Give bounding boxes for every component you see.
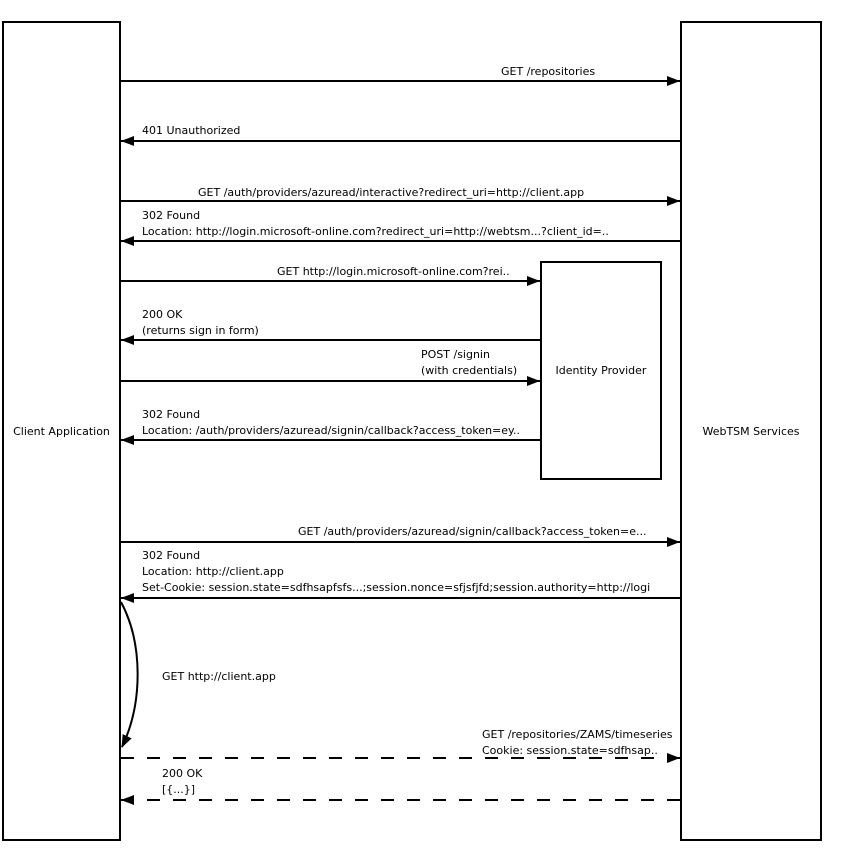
participant-webtsm-label: WebTSM Services [702,424,800,438]
label-get-callback-token: GET /auth/providers/azuread/signin/callback?access_token=e... [298,525,647,538]
arrowhead-left-icon [121,236,134,246]
label-302-login-redirect [142,208,609,240]
label-get-repositories: GET /repositories [501,65,596,78]
message-label-line: 200 OK [162,767,203,780]
label-get-client-app: GET http://client.app [162,670,276,683]
label-get-timeseries [482,727,672,759]
label-200-json [162,766,202,798]
arrow-302-setcookie [121,597,680,599]
participant-identity-provider [540,261,662,480]
arrowhead-right-icon [527,376,540,386]
arrow-post-signin [121,380,540,382]
message-label-line: 302 Found [142,209,201,222]
message-label-line: Set-Cookie: session.state=sdfhsapfsfs...;session.nonce=sfjsfjfd;session.authority=http://logi [142,581,651,594]
message-label-line: Location: /auth/providers/azuread/signin/callback?access_token=ey.. [142,424,520,437]
arrowhead-left-icon [121,435,134,445]
message-label-line: (returns sign in form) [142,324,259,337]
message-label-line: Location: http://login.microsoft-online.com?redirect_uri=http://webtsm...?client_id=.. [142,225,609,238]
arrow-get-repositories [121,80,680,82]
label-302-callback-token [142,407,520,439]
arrow-get-callback-token [121,541,680,543]
label-200-signin-form [142,307,259,339]
arrowhead-left-icon [121,136,134,146]
arrow-get-login-page [121,280,540,282]
message-label-line: Cookie: session.state=sdfhsap.. [482,744,658,757]
label-302-setcookie [142,548,650,596]
message-label-line: POST /signin [421,348,490,361]
label-post-signin [421,347,517,379]
participant-client-application [2,21,121,841]
label-get-interactive: GET /auth/providers/azuread/interactive?redirect_uri=http://client.app [198,186,585,199]
participant-webtsm-services [680,21,822,841]
message-label-line: 302 Found [142,549,201,562]
self-message-curve [116,595,150,760]
message-label-line: Location: http://client.app [142,565,284,578]
arrow-302-login-redirect [121,240,680,242]
arrowhead-right-icon [667,196,680,206]
arrowhead-right-icon [527,276,540,286]
arrowhead-right-icon [667,76,680,86]
message-label-line: [{...}] [162,783,196,796]
arrow-200-signin-form [121,339,540,341]
participant-idp-label: Identity Provider [555,364,647,377]
arrow-200-json-dashed [121,799,680,801]
message-label-line: 200 OK [142,308,183,321]
arrowhead-left-icon [121,795,134,805]
message-label-line: GET /repositories/ZAMS/timeseries [482,728,673,741]
arrow-302-callback-token [121,439,540,441]
label-401-unauthorized: 401 Unauthorized [142,124,241,137]
arrow-401-unauthorized [121,140,680,142]
message-label-line: (with credentials) [421,364,518,377]
arrowhead-right-icon [667,537,680,547]
participant-client-label: Client Application [13,424,110,438]
message-label-line: 302 Found [142,408,201,421]
arrowhead-left-icon [121,335,134,345]
label-get-login-page: GET http://login.microsoft-online.com?rei.. [277,265,510,278]
